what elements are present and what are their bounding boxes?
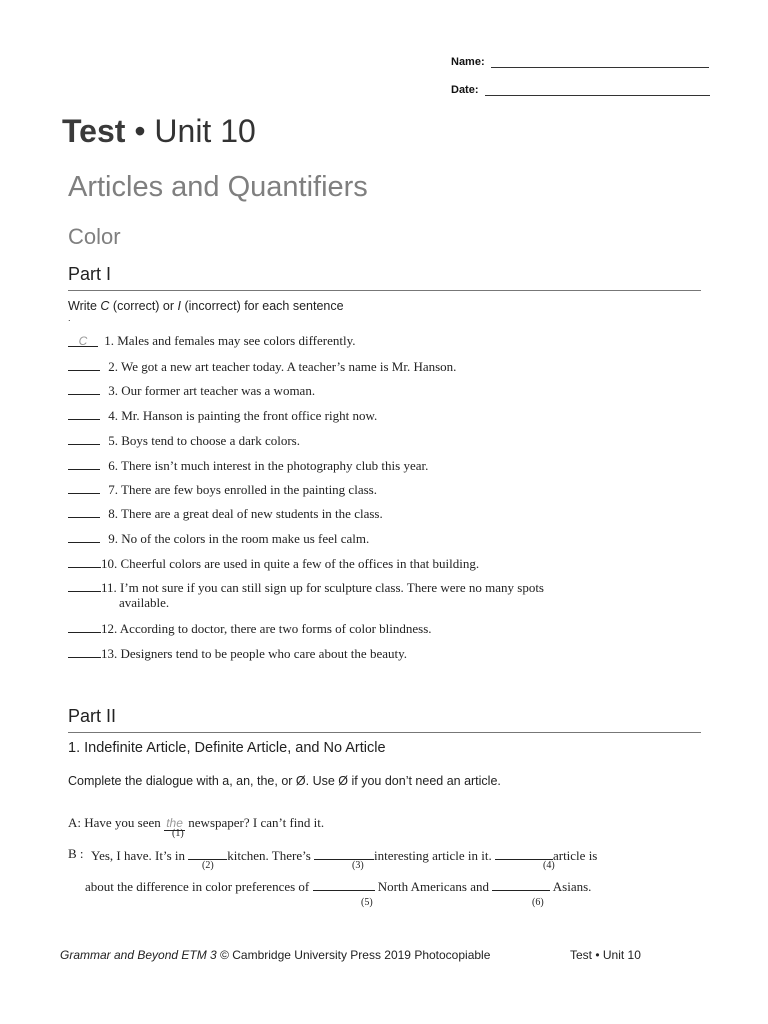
answer-blank[interactable] [492,877,550,891]
item-text: 7. There are few boys enrolled in the painting class. [108,482,377,497]
answer-blank[interactable] [68,357,100,371]
item-text: 4. Mr. Hanson is painting the front office right now. [108,408,378,423]
instr-pre: Write [68,299,101,313]
dialogue-line-c [85,877,591,895]
part1-instruction [68,299,344,313]
line-b-speaker: B : [68,846,84,861]
name-row [451,56,709,68]
item-text: 1. Males and females may see colors differently. [104,333,356,348]
item-text: 10. Cheerful colors are used in quite a few of the offices in that building. [101,556,480,571]
instr-post: (incorrect) for each sentence [181,299,344,313]
line-c-1: about the difference in color preferences of [85,879,310,894]
part1-heading: Part I [68,264,112,284]
answer-blank[interactable] [68,578,101,592]
answer-blank[interactable] [68,381,100,395]
list-item [68,333,708,349]
instr-c: C [100,299,110,313]
dialogue-line-a [68,815,324,831]
answer-blank[interactable] [68,456,100,470]
answer-blank[interactable] [68,406,100,420]
line-a-pre: A: Have you seen [68,815,165,830]
list-item [68,529,708,547]
item-text: 2. We got a new art teacher today. A teacher’s name is Mr. Hanson. [108,359,457,374]
item-text: 13. Designers tend to be people who care about the beauty. [101,646,408,661]
line-b-2: kitchen. There’s [227,848,311,863]
blank-number: (5) [361,897,373,908]
list-item [68,357,708,375]
list-item [68,456,708,474]
list-item [68,406,708,424]
footer-book-title: Grammar and Beyond ETM 3 [60,948,217,962]
blank-number: (2) [202,860,214,871]
date-row [451,84,710,96]
list-item [68,480,708,498]
dialogue-line-b [91,846,597,864]
answer-blank[interactable] [495,846,553,860]
answer-blank[interactable] [68,644,101,658]
answer-blank[interactable] [68,431,100,445]
blank-number: (3) [352,860,364,871]
part2-divider [68,732,701,733]
line-c-3: Asians. [552,879,592,894]
date-field[interactable] [485,95,710,96]
item-continuation: available. [119,595,170,610]
blank-number: (6) [532,897,544,908]
list-item [68,431,708,449]
answer-blank[interactable] [68,333,98,347]
line-a-answer[interactable]: the [164,816,185,831]
line-c-2: North Americans and [377,879,489,894]
blank-number: (4) [543,860,555,871]
part1-instruction-dot: . [68,313,71,323]
answer-blank[interactable] [314,846,374,860]
list-item [68,504,708,522]
name-label: Name: [451,56,485,68]
instr-i: I [177,299,181,313]
example-answer: C [78,334,88,348]
line-b-3: interesting article in it. [374,848,492,863]
line-a-post: newspaper? I can’t find it. [185,815,325,830]
item-text: 6. There isn’t much interest in the photography club this year. [108,458,429,473]
line-b-4: article is [552,848,598,863]
answer-blank[interactable] [188,846,227,860]
answer-blank[interactable] [313,877,375,891]
list-item [68,644,708,662]
page-subtitle: Articles and Quantifiers [68,171,368,203]
list-item [68,381,708,399]
page-title [62,113,256,150]
part2-instruction: Complete the dialogue with a, an, the, or Ø. Use Ø if you don’t need an article. [68,774,501,788]
title-rest: • Unit 10 [125,113,256,149]
item-text: 3. Our former art teacher was a woman. [108,383,316,398]
instr-mid: (correct) or [109,299,178,313]
blank-number: (1) [172,828,184,839]
item-text: 9. No of the colors in the room make us feel calm. [108,531,370,546]
item-text: 12. According to doctor, there are two forms of color blindness. [101,621,432,636]
item-text: 8. There are a great deal of new students in the class. [108,506,383,521]
list-item [68,554,708,572]
item-text: 11. I’m not sure if you can still sign up for sculpture class. There were no many spots [101,580,544,595]
section-heading: 1. Indefinite Article, Definite Article, and No Article [68,740,386,756]
answer-blank[interactable] [68,554,101,568]
part2-heading: Part II [68,706,117,726]
answer-blank[interactable] [68,529,100,543]
item-text: 5. Boys tend to choose a dark colors. [108,433,300,448]
name-field[interactable] [491,67,709,68]
list-item [68,619,708,637]
title-bold: Test [62,113,126,149]
answer-blank[interactable] [68,504,100,518]
footer-rest: © Cambridge University Press 2019 Photocopiable [216,948,491,962]
footer-copyright [60,948,490,962]
topic-title: Color [68,224,121,249]
part1-divider [68,290,701,291]
date-label: Date: [451,84,479,96]
answer-blank[interactable] [68,480,100,494]
line-b-1: Yes, I have. It’s in [91,848,186,863]
answer-blank[interactable] [68,619,101,633]
list-item [68,578,708,596]
footer-unit: Test • Unit 10 [570,948,641,962]
